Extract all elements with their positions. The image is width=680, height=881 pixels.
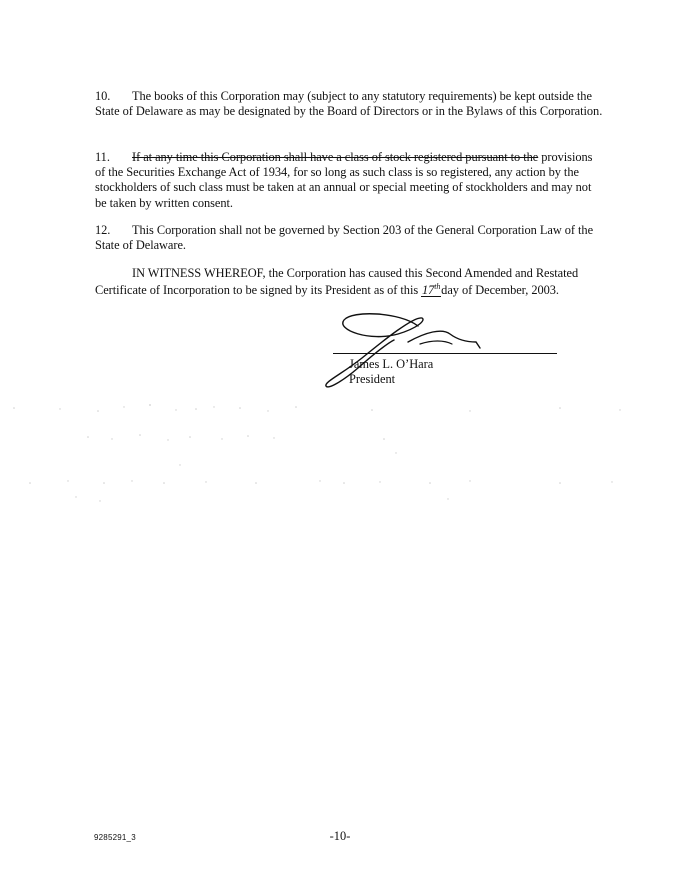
witness-text: IN WITNESS WHEREOF, the Corporation has caused this Second Amended and Restated Certificate of Incorporation to be signed by its President as of this [95,266,579,298]
document-id: 9285291_3 [94,833,136,842]
paragraph-number: 12. [95,223,111,237]
day-suffix: th [434,282,441,292]
paragraph-text: This Corporation shall not be governed by Section 203 of the General Corporation Law of the State of Delaware. [95,223,594,253]
paragraph-text: provisions of the Securities Exchange Act of 1934, for so long as such class is so registered, any action by the stockholders of such class must be taken at an annual or special meeting of stockholders and may not be taken by written consent. [95,150,593,210]
witness-clause [95,266,605,299]
day-field [421,281,441,297]
paragraph-number: 11. [95,150,110,164]
paragraph-number: 10. [95,89,111,103]
struck-text: If at any time this Corporation shall have a class of stock registered pursuant to the [132,150,539,164]
signatory-title: President [349,372,396,386]
page-number: -10- [329,829,351,843]
signatory-name: James L. O’Hara [349,357,434,371]
scan-noise [0,395,680,515]
witness-text-end: day of December, 2003. [441,283,559,298]
paragraph-12 [95,223,605,253]
signatory [349,357,433,387]
day-number: 17 [421,283,435,298]
paragraph-10 [95,89,605,119]
paragraph-11 [95,150,605,211]
paragraph-text: The books of this Corporation may (subject to any statutory requirements) be kept outside the State of Delaware as may be designated by the Board of Directors or in the Bylaws of this Corporation. [95,89,603,119]
